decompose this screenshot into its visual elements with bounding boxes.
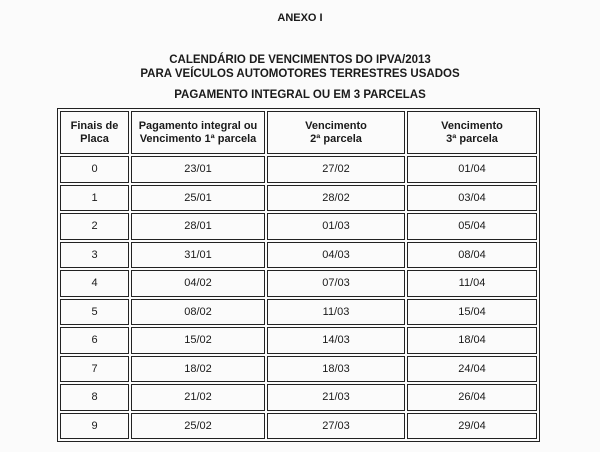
cell-third-due: 11/04 bbox=[407, 270, 537, 297]
table-row bbox=[60, 213, 537, 240]
cell-third-due: 01/04 bbox=[407, 156, 537, 183]
annex-heading: ANEXO I bbox=[277, 12, 323, 24]
header-first-installment: Pagamento integral ou Vencimento 1ª parcela bbox=[131, 111, 265, 154]
cell-plate: 7 bbox=[60, 356, 129, 383]
cell-third-due: 15/04 bbox=[407, 299, 537, 326]
table-row bbox=[60, 384, 537, 411]
cell-plate: 5 bbox=[60, 299, 129, 326]
header-third-installment: Vencimento 3ª parcela bbox=[407, 111, 537, 154]
cell-third-due: 24/04 bbox=[407, 356, 537, 383]
title-line-1: CALENDÁRIO DE VENCIMENTOS DO IPVA/2013 bbox=[169, 54, 431, 66]
cell-third-due: 26/04 bbox=[407, 384, 537, 411]
cell-plate: 4 bbox=[60, 270, 129, 297]
table-row bbox=[60, 356, 537, 383]
cell-second-due: 18/03 bbox=[267, 356, 405, 383]
cell-third-due: 08/04 bbox=[407, 242, 537, 269]
cell-second-due: 27/03 bbox=[267, 413, 405, 440]
cell-first-due: 28/01 bbox=[131, 213, 265, 240]
cell-third-due: 18/04 bbox=[407, 327, 537, 354]
cell-second-due: 27/02 bbox=[267, 156, 405, 183]
header-second-installment: Vencimento 2ª parcela bbox=[267, 111, 405, 154]
table-row bbox=[60, 185, 537, 212]
table-row bbox=[60, 299, 537, 326]
cell-first-due: 18/02 bbox=[131, 356, 265, 383]
cell-second-due: 28/02 bbox=[267, 185, 405, 212]
cell-first-due: 23/01 bbox=[131, 156, 265, 183]
table-header-row bbox=[60, 111, 537, 154]
cell-first-due: 21/02 bbox=[131, 384, 265, 411]
cell-third-due: 03/04 bbox=[407, 185, 537, 212]
cell-second-due: 21/03 bbox=[267, 384, 405, 411]
cell-third-due: 29/04 bbox=[407, 413, 537, 440]
cell-second-due: 07/03 bbox=[267, 270, 405, 297]
table-row bbox=[60, 327, 537, 354]
table-row bbox=[60, 156, 537, 183]
cell-plate: 3 bbox=[60, 242, 129, 269]
cell-plate: 6 bbox=[60, 327, 129, 354]
cell-plate: 2 bbox=[60, 213, 129, 240]
cell-second-due: 11/03 bbox=[267, 299, 405, 326]
table-row bbox=[60, 413, 537, 440]
cell-first-due: 04/02 bbox=[131, 270, 265, 297]
header-plate-ending: Finais de Placa bbox=[60, 111, 129, 154]
due-dates-table bbox=[57, 108, 540, 442]
table-row bbox=[60, 242, 537, 269]
cell-first-due: 25/01 bbox=[131, 185, 265, 212]
cell-second-due: 14/03 bbox=[267, 327, 405, 354]
cell-second-due: 04/03 bbox=[267, 242, 405, 269]
cell-first-due: 31/01 bbox=[131, 242, 265, 269]
cell-plate: 0 bbox=[60, 156, 129, 183]
cell-plate: 9 bbox=[60, 413, 129, 440]
cell-second-due: 01/03 bbox=[267, 213, 405, 240]
cell-plate: 8 bbox=[60, 384, 129, 411]
cell-plate: 1 bbox=[60, 185, 129, 212]
table-subtitle: PAGAMENTO INTEGRAL OU EM 3 PARCELAS bbox=[174, 89, 426, 101]
document-title bbox=[0, 53, 600, 81]
cell-first-due: 25/02 bbox=[131, 413, 265, 440]
cell-first-due: 15/02 bbox=[131, 327, 265, 354]
cell-third-due: 05/04 bbox=[407, 213, 537, 240]
cell-first-due: 08/02 bbox=[131, 299, 265, 326]
title-line-2: PARA VEÍCULOS AUTOMOTORES TERRESTRES USADOS bbox=[140, 68, 460, 80]
table-row bbox=[60, 270, 537, 297]
